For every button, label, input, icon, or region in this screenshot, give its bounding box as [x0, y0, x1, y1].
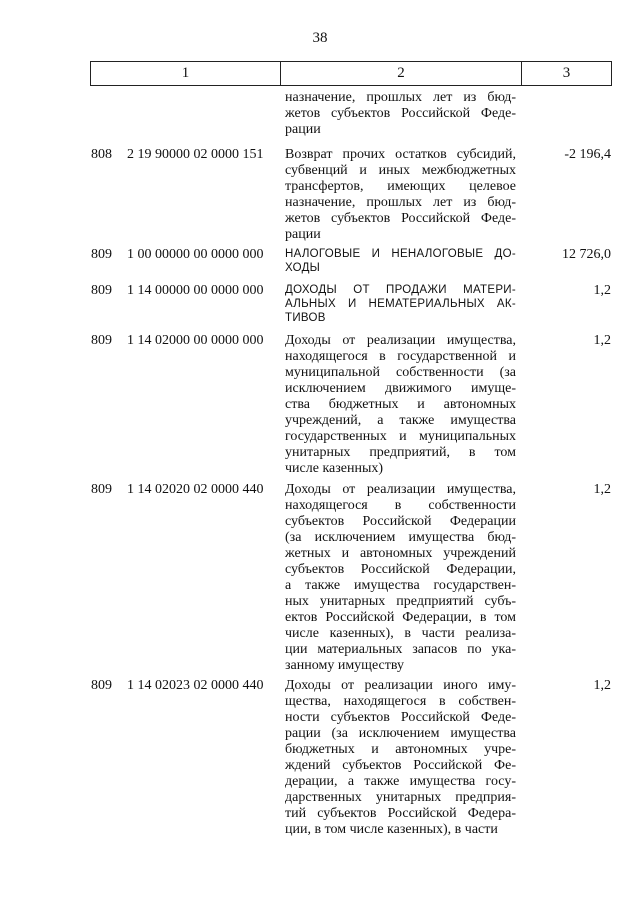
revenue-name-line: Доходы от реализации имущества,: [285, 482, 516, 497]
revenue-name-cell: [285, 90, 516, 138]
revenue-name-line: дарственных унитарных предприя-: [285, 790, 516, 805]
revenue-name-cell: [285, 147, 516, 243]
revenue-name-line: ДОХОДЫ ОТ ПРОДАЖИ МАТЕРИ-: [285, 284, 516, 296]
revenue-name-line: назначение, прошлых лет из бюд-: [285, 90, 516, 105]
revenue-name-cell: [285, 333, 516, 477]
amount-cell: 1,2: [593, 482, 611, 497]
table-header: [90, 61, 612, 86]
budget-code-cell: 2 19 90000 02 0000 151: [127, 147, 264, 162]
revenue-name-line: жетов субъектов Российской Феде-: [285, 106, 516, 121]
revenue-name-line: исключением движимого имуще-: [285, 381, 516, 396]
amount-cell: -2 196,4: [564, 147, 611, 162]
revenue-name-line: бюджетных и автономных учре-: [285, 742, 516, 757]
revenue-name-line: находящегося в государственной и: [285, 349, 516, 364]
revenue-name-line: ства бюджетных и автономных: [285, 397, 516, 412]
revenue-name-line: тий субъектов Российской Федера-: [285, 806, 516, 821]
budget-code-cell: 1 14 02000 00 0000 000: [127, 333, 264, 348]
header-col-1: 1: [91, 62, 281, 85]
revenue-name-line: субвенций и иных межбюджетных: [285, 163, 516, 178]
revenue-name-line: а также имущества государствен-: [285, 578, 516, 593]
revenue-name-line: ХОДЫ: [285, 262, 321, 274]
admin-code-cell: 809: [91, 482, 112, 497]
budget-code-cell: 1 14 02023 02 0000 440: [127, 678, 264, 693]
amount-cell: 1,2: [593, 333, 611, 348]
page-number: 38: [312, 30, 328, 46]
admin-code-cell: 808: [91, 147, 112, 162]
revenue-name-cell: [285, 283, 516, 325]
revenue-name-line: рации (за исключением имущества: [285, 726, 516, 741]
revenue-name-line: щества, находящегося в собствен-: [285, 694, 516, 709]
revenue-name-line: государственных и муниципальных: [285, 429, 516, 444]
amount-cell: 1,2: [593, 678, 611, 693]
revenue-name-cell: [285, 482, 516, 674]
revenue-name-line: трансфертов, имеющих целевое: [285, 179, 516, 194]
revenue-name-cell: [285, 678, 516, 838]
revenue-name-line: субъектов Российской Федерации,: [285, 562, 516, 577]
revenue-name-line: Возврат прочих остатков субсидий,: [285, 147, 516, 162]
revenue-name-line: АЛЬНЫХ И НЕМАТЕРИАЛЬНЫХ АК-: [285, 298, 516, 310]
revenue-name-line: (за исключением имущества бюд-: [285, 530, 516, 545]
revenue-name-line: находящегося в собственности: [285, 498, 516, 513]
revenue-name-line: Доходы от реализации имущества,: [285, 333, 516, 348]
header-col-2: 2: [281, 62, 522, 85]
budget-code-cell: 1 00 00000 00 0000 000: [127, 247, 264, 262]
revenue-name-line: рации: [285, 227, 321, 242]
revenue-name-line: Доходы от реализации иного иму-: [285, 678, 516, 693]
revenue-name-line: НАЛОГОВЫЕ И НЕНАЛОГОВЫЕ ДО-: [285, 248, 516, 260]
revenue-name-line: рации: [285, 122, 321, 137]
revenue-name-line: числе казенных), в части реализа-: [285, 626, 516, 641]
header-col-3: 3: [562, 65, 571, 81]
revenue-name-line: унитарных предприятий, в том: [285, 445, 516, 460]
revenue-name-line: жетных и автономных учреждений: [285, 546, 516, 561]
revenue-name-line: назначение, прошлых лет из бюд-: [285, 195, 516, 210]
revenue-name-line: учреждений, а также имущества: [285, 413, 516, 428]
revenue-name-line: дерации, а также имущества госу-: [285, 774, 516, 789]
budget-code-cell: 1 14 00000 00 0000 000: [127, 283, 264, 298]
revenue-name-line: муниципальной собственности (за: [285, 365, 516, 380]
revenue-name-line: ждений субъектов Российской Фе-: [285, 758, 516, 773]
revenue-name-line: ции, в том числе казенных), в части: [285, 822, 498, 837]
admin-code-cell: 809: [91, 678, 112, 693]
revenue-name-line: ектов Российской Федерации, в том: [285, 610, 516, 625]
revenue-name-line: субъектов Российской Федерации: [285, 514, 516, 529]
revenue-name-line: занному имуществу: [285, 658, 404, 673]
revenue-name-line: ных унитарных предприятий субъ-: [285, 594, 516, 609]
revenue-name-line: ности субъектов Российской Феде-: [285, 710, 516, 725]
budget-code-cell: 1 14 02020 02 0000 440: [127, 482, 264, 497]
revenue-name-line: жетов субъектов Российской Феде-: [285, 211, 516, 226]
revenue-name-line: числе казенных): [285, 461, 384, 476]
admin-code-cell: 809: [91, 333, 112, 348]
revenue-name-cell: [285, 247, 516, 275]
amount-cell: 1,2: [593, 283, 611, 298]
amount-cell: 12 726,0: [562, 247, 611, 262]
admin-code-cell: 809: [91, 283, 112, 298]
revenue-name-line: ТИВОВ: [285, 312, 326, 324]
admin-code-cell: 809: [91, 247, 112, 262]
revenue-name-line: ции материальных запасов по ука-: [285, 642, 516, 657]
